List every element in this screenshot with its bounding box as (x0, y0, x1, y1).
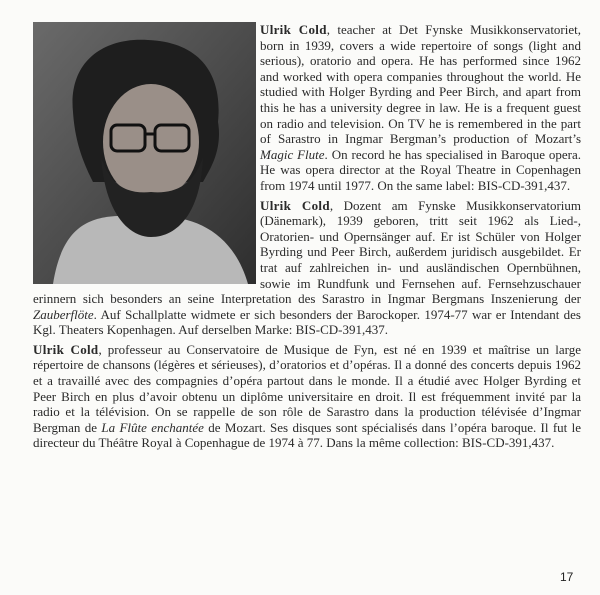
portrait-photo (33, 22, 256, 284)
bio-text: . Auf Schallplatte widmete er sich besonders der Barockoper. 1974-77 war er Intendant des Kgl. Theaters Kopenhagen. Auf derselben Marke: BIS-CD-391,437. (33, 306, 581, 338)
bio-text: . On record he has specialised in Baroque opera. He was opera director at the Royal Theatre in Copenhagen from 1974 until 1977. On the same label: BIS-CD-391,437. (260, 146, 581, 193)
bio-text: de Mozart. Ses disques sont spécialisés dans l’opéra baroque. Il fut le directeur du Théâtre Royal à Copenhague de 1974 à 77. Dans la même collection: BIS-CD-391,437. (33, 419, 582, 451)
bio-name: Ulrik Cold (33, 341, 99, 357)
bio-name: Ulrik Cold (260, 197, 330, 213)
portrait-illustration (33, 22, 256, 284)
page-number: 17 (560, 570, 574, 584)
work-title: La Flûte enchantée (101, 419, 204, 435)
bio-text: , teacher at Det Fynske Musikkonservatoriet, born in 1939, covers a wide repertoire of songs (light and serious), oratorio and opera. He has performed since 1962 and worked with opera companies throughout the world. He studied with Holger Byrding and Peer Birch, and apart from this he has a university degree in law. He is a frequent guest on radio and television. On TV he is remembered in the part of Sarastro in Ingmar Bergman’s production of Mozart’s (260, 22, 581, 147)
document-body (33, 22, 581, 455)
bio-text: , Dozent am Fynske Musikkonservatorium (Dänemark), 1939 geboren, tritt seit 1962 als Lied-, Oratorien- und Opernsänger auf. Er ist Schüler von Holger Byrding und Peer Birch, außerdem juridisch ausgebildet. Er trat auf zahlreichen in- und ausländischen Opernbühnen, sowie im Rundfunk und Fernsehen auf. Fernsehzuschauer erinnern sich besonders an seine Interpretation des Sarastro in Ingmar Bergmans Inszenierung der (33, 197, 582, 307)
work-title: Zauberflöte (33, 306, 94, 322)
bio-text: , professeur au Conservatoire de Musique de Fyn, est né en 1939 et maîtrise un large répertoire de chansons (légères et sérieuses), d’oratorios et d’opéras. Il a donné des concerts depuis 1962 et a travaillé avec des compagnies d’opéra partout dans le monde. Il a étudié avec Holger Byrding et Peer Birch en plus d’avoir obtenu un diplôme universitaire en droit. Il est fréquemment invité par la radio et la télévision. On se rappelle de son rôle de Sarastro dans la production télévisée d’Ingmar Bergman de (33, 341, 582, 435)
work-title: Magic Flute (260, 146, 325, 162)
bio-french (33, 342, 581, 451)
bio-name: Ulrik Cold (260, 22, 327, 37)
